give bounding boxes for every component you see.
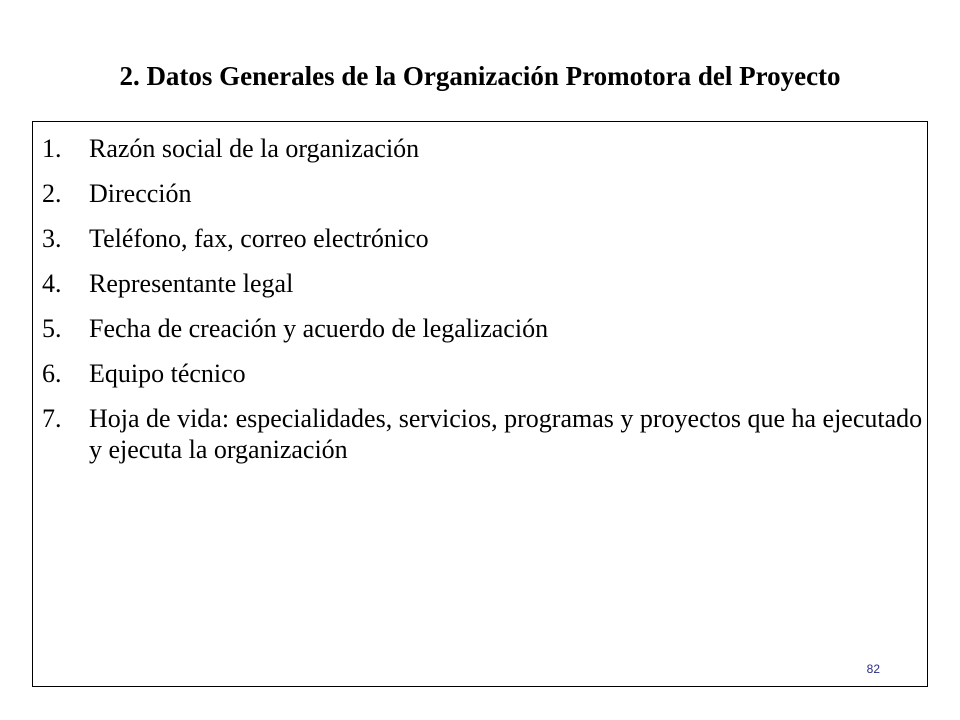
slide-title: 2. Datos Generales de la Organización Promotora del Proyecto xyxy=(119,61,841,91)
list-item xyxy=(33,171,913,216)
list-item-number: 1. xyxy=(42,134,62,163)
list-item xyxy=(33,216,913,261)
list-item-text: Hoja de vida: especialidades, servicios, programas y proyectos que ha ejecutado y ejecuta la organización xyxy=(89,404,923,464)
list-item-text: Fecha de creación y acuerdo de legalización xyxy=(89,314,549,343)
list-item-text: Teléfono, fax, correo electrónico xyxy=(89,224,429,253)
page-number: 82 xyxy=(866,662,880,676)
list-item-text: Dirección xyxy=(89,179,192,208)
list-item-number: 3. xyxy=(42,224,62,253)
list-item-text: Razón social de la organización xyxy=(89,134,420,163)
list-item xyxy=(33,126,913,171)
list-item-number: 6. xyxy=(42,359,62,388)
list-item-number: 4. xyxy=(42,269,62,298)
list-item xyxy=(33,396,929,465)
list-item xyxy=(33,351,913,396)
numbered-list xyxy=(33,126,923,465)
list-item xyxy=(33,306,913,351)
list-item-number: 7. xyxy=(42,404,62,433)
list-item-text: Representante legal xyxy=(89,269,294,298)
list-item-number: 2. xyxy=(42,179,62,208)
content-box xyxy=(32,121,928,687)
list-item-text: Equipo técnico xyxy=(89,359,246,388)
list-item-number: 5. xyxy=(42,314,62,343)
list-item xyxy=(33,261,913,306)
